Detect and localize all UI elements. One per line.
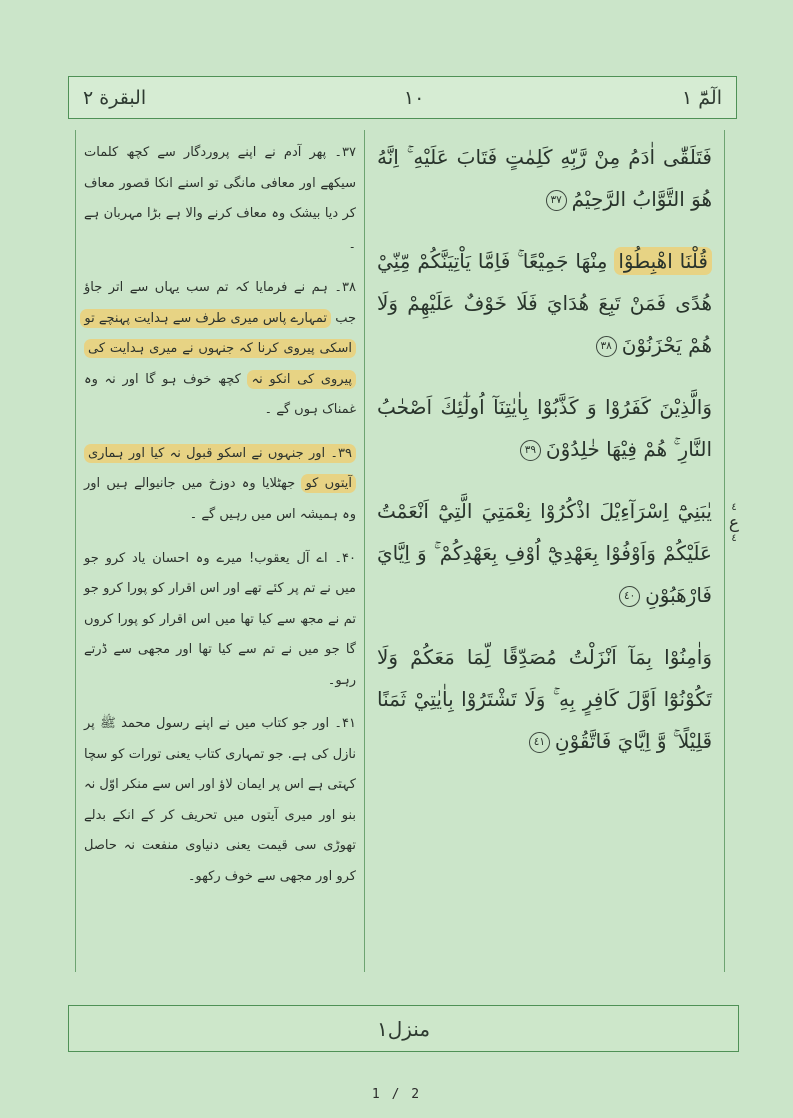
arabic-verse-41-text: وَاٰمِنُوْا بِمَآ اَنْزَلْتُ مُصَدِّقًا لِّمَا مَعَكُمْ وَلَا تَكُوْنُوْٓا اَوَّلَ كَافِرٍ بِهِ ۚ وَلَا تَشْتَرُوْا بِاٰيٰتِيْ ثَمَنًا قَلِيْلًا ۚ وَّ اِيَّايَ فَاتَّقُوْنِ bbox=[377, 645, 712, 753]
urdu-verse-39-highlight: ۳۹۔ اور جنہوں نے اسکو قبول نہ کیا اور ہماری آیتوں کو bbox=[84, 444, 356, 494]
urdu-verse-37 bbox=[84, 138, 356, 260]
urdu-verse-38-highlight: تمہارے پاس میری طرف سے ہدایت پہنچے تو اسکی پیروی کرنا کہ جنہوں نے میری ہدایت کی پیروی کی انکو نہ bbox=[80, 309, 356, 389]
arabic-verse-39-text: وَالَّذِيْنَ كَفَرُوْا وَ كَذَّبُوْا بِاٰيٰتِنَآ اُولٰٓئِكَ اَصْحٰبُ النَّارِ ۚ هُمْ فِيْهَا خٰلِدُوْنَ bbox=[377, 395, 712, 461]
arabic-text-column bbox=[365, 130, 725, 972]
ayah-end-marker-40: ٤٠ bbox=[619, 586, 640, 607]
urdu-verse-39-text-after: جھٹلایا وہ دوزخ میں جانیوالے ہیں اور وہ ہمیشہ اس میں رہیں گے ۔ bbox=[84, 476, 356, 523]
urdu-verse-40 bbox=[84, 544, 356, 697]
urdu-verse-38 bbox=[84, 273, 356, 426]
urdu-verse-37-text: ۳۷۔ پھر آدم نے اپنے پروردگار سے کچھ کلمات سیکھے اور معافی مانگی تو اسنے انکا قصور معاف کر دیا بیشک وہ معاف کرنے والا ہے بڑا مہربان ہے ۔ bbox=[84, 145, 356, 252]
urdu-verse-38-text: ۳۸۔ ہم نے فرمایا کہ تم سب یہاں سے اتر جاؤ جب bbox=[84, 280, 356, 326]
ruku-number-top: ٤ bbox=[731, 502, 737, 513]
page-content bbox=[75, 130, 725, 972]
arabic-verse-37 bbox=[377, 136, 712, 220]
urdu-verse-41 bbox=[84, 709, 356, 892]
ruku-number-bottom: ٤ bbox=[731, 532, 737, 544]
urdu-verse-41-text: ۴۱۔ اور جو کتاب میں نے اپنے رسول محمد ﷺ پر نازل کی ہے. جو تمہاری کتاب یعنی تورات کو سچا کہتی ہے اس پر ایمان لاؤ اور اس سے منکر اوّل نہ بنو اور میری آیتوں میں تحریف کر کے انکے بدلے تھوڑی سی قیمت یعنی دنیاوی منفعت نہ حاصل کرو اور مجھی سے خوف رکھو۔ bbox=[84, 716, 356, 885]
arabic-verse-38 bbox=[377, 240, 712, 366]
ruku-marker bbox=[725, 502, 743, 545]
ayah-end-marker-38: ٣٨ bbox=[596, 336, 617, 357]
urdu-translation-column bbox=[75, 130, 365, 972]
arabic-verse-37-text: فَتَلَقّٰى اٰدَمُ مِنْ رَّبِّهِ كَلِمٰتٍ فَتَابَ عَلَيْهِ ۚ اِنَّهُ هُوَ التَّوَّابُ الرَّحِيْمُ bbox=[377, 145, 712, 211]
arabic-verse-39 bbox=[377, 386, 712, 470]
urdu-verse-39 bbox=[84, 439, 356, 531]
arabic-verse-40 bbox=[377, 490, 712, 616]
ayah-end-marker-39: ٣٩ bbox=[520, 440, 541, 461]
surah-label: البقرة ٢ bbox=[83, 86, 147, 109]
arabic-verse-38-highlight: قُلْنَا اهْبِطُوْا bbox=[614, 247, 712, 275]
ayah-end-marker-41: ٤١ bbox=[529, 732, 550, 753]
manzil-bar bbox=[68, 1005, 739, 1052]
urdu-verse-40-text: ۴۰۔ اے آل یعقوب! میرے وہ احسان یاد کرو جو میں نے تم پر کئے تھے اور اس اقرار کو پورا کرو جو تم نے مجھ سے کیا تھا میں اس اقرار کو پورا کروں گا جو میں نے تم سے کیا تھا اور مجھی سے ڈرتے رہو۔ bbox=[84, 550, 356, 688]
page-indicator: 1 / 2 bbox=[371, 1087, 422, 1102]
page-header-bar bbox=[68, 76, 737, 119]
juz-label: الٓمّٓ ١ bbox=[682, 86, 722, 109]
ruku-ain-symbol: ع bbox=[728, 513, 740, 533]
arabic-verse-41 bbox=[377, 636, 712, 762]
ayah-end-marker-37: ٣٧ bbox=[546, 190, 567, 211]
page-number: ١٠ bbox=[403, 86, 425, 109]
manzil-label: منزل١ bbox=[376, 1016, 431, 1041]
arabic-verse-40-text: يٰبَنِيْٓ اِسْرَآءِيْلَ اذْكُرُوْا نِعْمَتِيَ الَّتِيْٓ اَنْعَمْتُ عَلَيْكُمْ وَاَوْفُوْا بِعَهْدِيْٓ اُوْفِ بِعَهْدِكُمْ ۚ وَ اِيَّايَ فَارْهَبُوْنِ bbox=[377, 499, 712, 607]
arabic-verse-38-text-after: مِنْهَا جَمِيْعًا ۚ فَاِمَّا يَاْتِيَنَّكُمْ مِّنِّيْ هُدًى فَمَنْ تَبِعَ هُدَايَ فَلَا خَوْفٌ عَلَيْهِمْ وَلَا هُمْ يَحْزَنُوْنَ bbox=[377, 249, 712, 357]
urdu-verse-38-text-after: کچھ خوف ہو گا اور نہ وہ غمناک ہوں گے ۔ bbox=[84, 371, 356, 418]
